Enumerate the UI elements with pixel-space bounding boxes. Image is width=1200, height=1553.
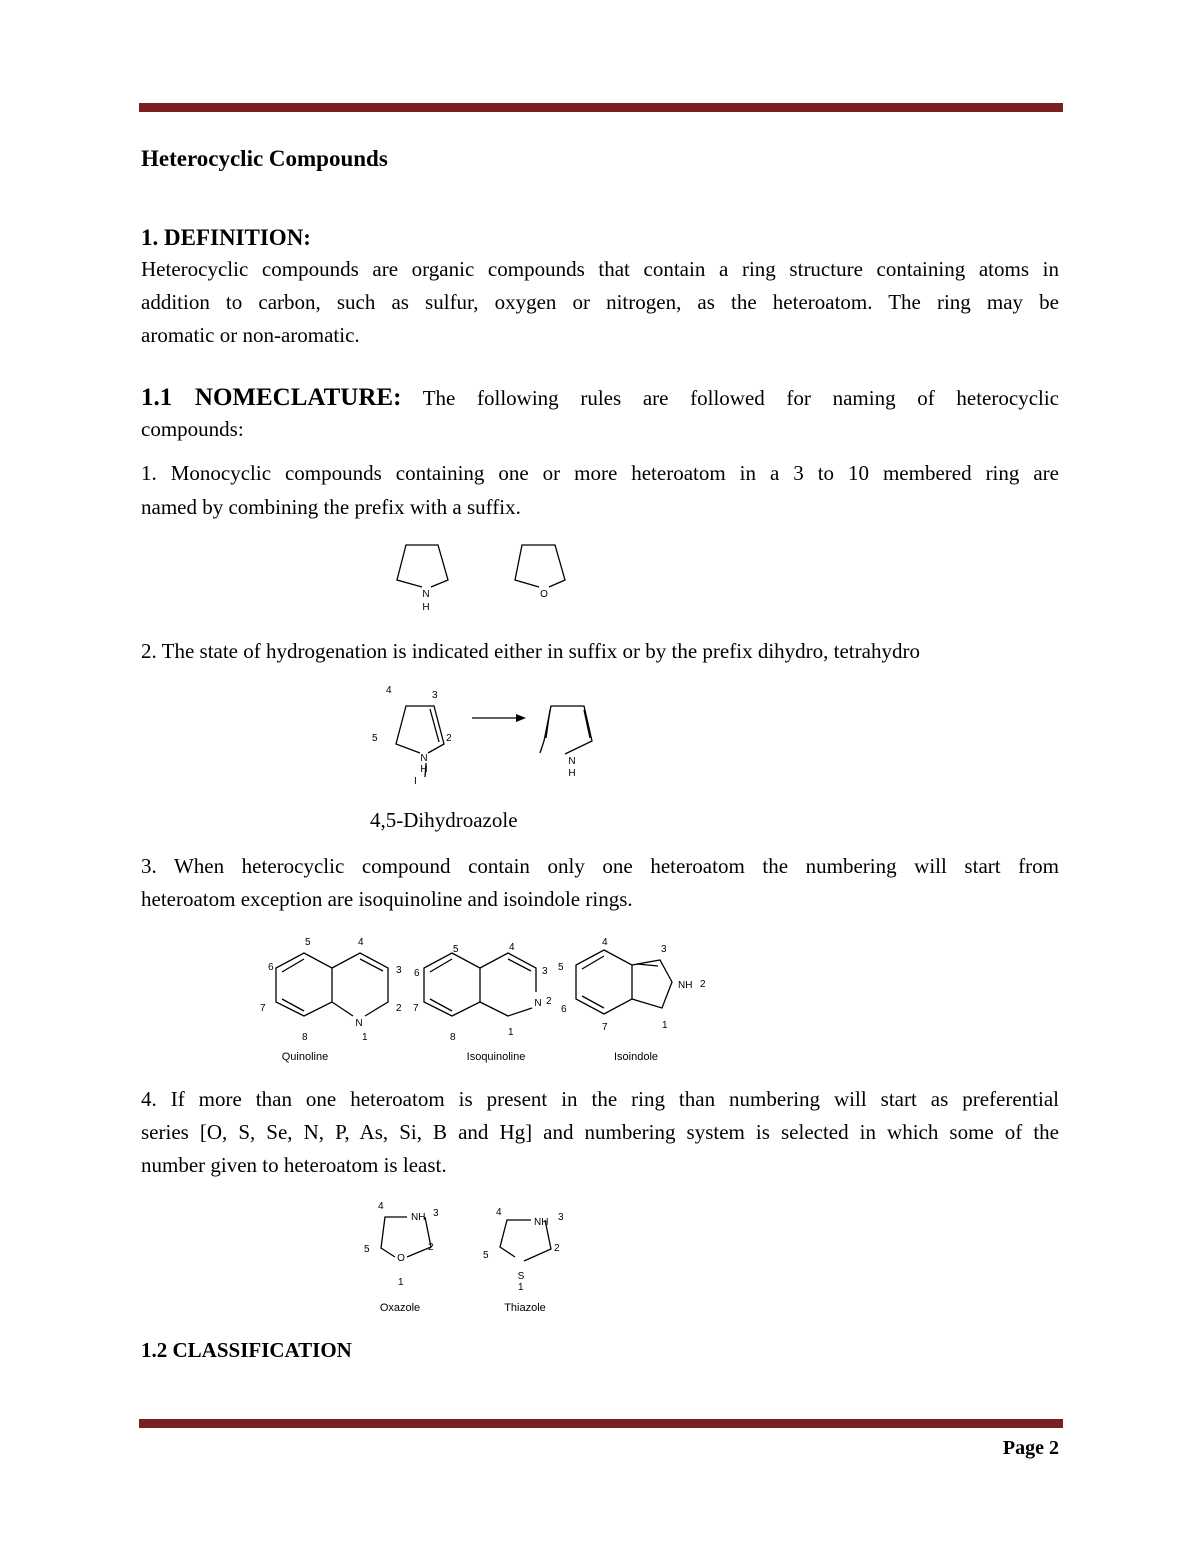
thiazole-nh-label: NH — [534, 1217, 549, 1228]
isoquinoline-4-label: 4 — [509, 942, 515, 953]
thiazole-2-label: 2 — [554, 1243, 560, 1254]
isoindole-6-label: 6 — [561, 1004, 567, 1015]
page-number: Page 2 — [1002, 1437, 1059, 1459]
oxazole-nh-label: NH — [411, 1212, 426, 1223]
page-title: Heterocyclic Compounds — [141, 146, 388, 171]
atom-n-label: N — [422, 589, 430, 600]
oxazole-3-label: 3 — [433, 1208, 439, 1219]
quinoline-4-label: 4 — [358, 937, 364, 948]
isoquinoline-1-label: 1 — [508, 1027, 514, 1038]
quinoline-1-label: 1 — [362, 1032, 368, 1043]
thiazole-1-label: 1 — [518, 1282, 524, 1293]
nomenclature-intro-line-2: compounds: — [141, 417, 244, 441]
nomenclature-intro — [141, 381, 1059, 415]
thiazole-5-label: 5 — [483, 1250, 489, 1261]
isoindole-1-label: 1 — [662, 1020, 668, 1031]
isoquinoline-8-label: 8 — [450, 1032, 456, 1043]
oxazole-caption: Oxazole — [379, 1302, 421, 1314]
section-definition-heading: 1. DEFINITION: — [141, 225, 311, 250]
isoindole-2-label: 2 — [700, 979, 706, 990]
position-5-label: 5 — [372, 733, 378, 744]
oxazole-1-label: 1 — [398, 1277, 404, 1288]
isoquinoline-6-label: 6 — [414, 968, 420, 979]
section-classification-heading: 1.2 CLASSIFICATION — [141, 1338, 352, 1362]
isoquinoline-7-label: 7 — [413, 1003, 419, 1014]
thiazole-3-label: 3 — [558, 1212, 564, 1223]
pyrrole-h-label: H — [568, 768, 576, 779]
rule-1-line-1: 1. Monocyclic compounds containing one or more heteroatom in a 3 to 10 membered ring are — [141, 461, 1059, 485]
isoindole-4-label: 4 — [602, 937, 608, 948]
quinoline-6-label: 6 — [268, 962, 274, 973]
position-4-label: 4 — [386, 685, 392, 696]
figure-quinoline-isoquinoline-isoindole — [250, 930, 720, 1070]
rule-4-line-1: 4. If more than one heteroatom is present in the ring than numbering will start as preferential — [141, 1087, 1059, 1111]
quinoline-caption: Quinoline — [281, 1051, 329, 1063]
header-rule — [139, 103, 1063, 112]
oxazole-2-label: 2 — [428, 1242, 434, 1253]
quinoline-2-label: 2 — [396, 1003, 402, 1014]
rule-4-line-3: number given to heteroatom is least. — [141, 1153, 447, 1177]
isoquinoline-caption: Isoquinoline — [466, 1051, 526, 1063]
thiazole-4-label: 4 — [496, 1207, 502, 1218]
rule-2: 2. The state of hydrogenation is indicated either in suffix or by the prefix dihydro, tetrahydro — [141, 639, 920, 663]
quinoline-n-label: N — [355, 1018, 363, 1029]
atom-o-label: O — [540, 589, 548, 600]
oxazole-5-label: 5 — [364, 1244, 370, 1255]
isoquinoline-5-label: 5 — [453, 944, 459, 955]
definition-line-2: addition to carbon, such as sulfur, oxygen or nitrogen, as the heteroatom. The ring may be — [141, 290, 1059, 314]
nomenclature-intro-text: The following rules are followed for naming of heterocyclic — [401, 386, 1060, 410]
footer-rule — [139, 1419, 1063, 1428]
quinoline-5-label: 5 — [305, 937, 311, 948]
rule-3-line-2: heteroatom exception are isoquinoline and isoindole rings. — [141, 887, 633, 911]
isoquinoline-2-label: 2 — [546, 996, 552, 1007]
isoindole-5-label: 5 — [558, 962, 564, 973]
definition-line-1: Heterocyclic compounds are organic compounds that contain a ring structure containing atoms in — [141, 257, 1059, 281]
figure-oxazole-thiazole — [355, 1195, 595, 1320]
atom-i-label: I — [414, 776, 417, 787]
thiazole-caption: Thiazole — [504, 1302, 546, 1314]
rule-1-line-2: named by combining the prefix with a suffix. — [141, 495, 521, 519]
position-2-label: 2 — [446, 733, 452, 744]
thiazole-s-label: S — [517, 1271, 525, 1282]
figure-pyrrolidine-thf — [380, 535, 600, 620]
pyrrole-n-label: N — [568, 756, 576, 767]
isoindole-7-label: 7 — [602, 1022, 608, 1033]
rule-3-line-1: 3. When heterocyclic compound contain only one heteroatom the numbering will start from — [141, 854, 1059, 878]
isoquinoline-n-label: N — [534, 998, 542, 1009]
section-nomenclature-heading: 1.1 NOMECLATURE: — [141, 384, 402, 411]
figure-2-caption: 4,5-Dihydroazole — [370, 808, 518, 832]
isoindole-caption: Isoindole — [613, 1051, 659, 1063]
position-3-label: 3 — [432, 690, 438, 701]
isoquinoline-3-label: 3 — [542, 966, 548, 977]
quinoline-8-label: 8 — [302, 1032, 308, 1043]
definition-line-3: aromatic or non-aromatic. — [141, 323, 360, 347]
isoindole-3-label: 3 — [661, 944, 667, 955]
atom-h-label: H — [422, 602, 430, 613]
oxazole-4-label: 4 — [378, 1201, 384, 1212]
quinoline-3-label: 3 — [396, 965, 402, 976]
atom-n-label: N — [420, 753, 428, 764]
quinoline-7-label: 7 — [260, 1003, 266, 1014]
figure-dihydroazole-pyrrole — [360, 680, 620, 790]
atom-h-label: H — [420, 764, 428, 775]
isoindole-nh-label: NH — [678, 980, 693, 991]
rule-4-line-2: series [O, S, Se, N, P, As, Si, B and Hg] and numbering system is selected in which some of the — [141, 1120, 1059, 1144]
oxazole-o-label: O — [397, 1253, 405, 1264]
